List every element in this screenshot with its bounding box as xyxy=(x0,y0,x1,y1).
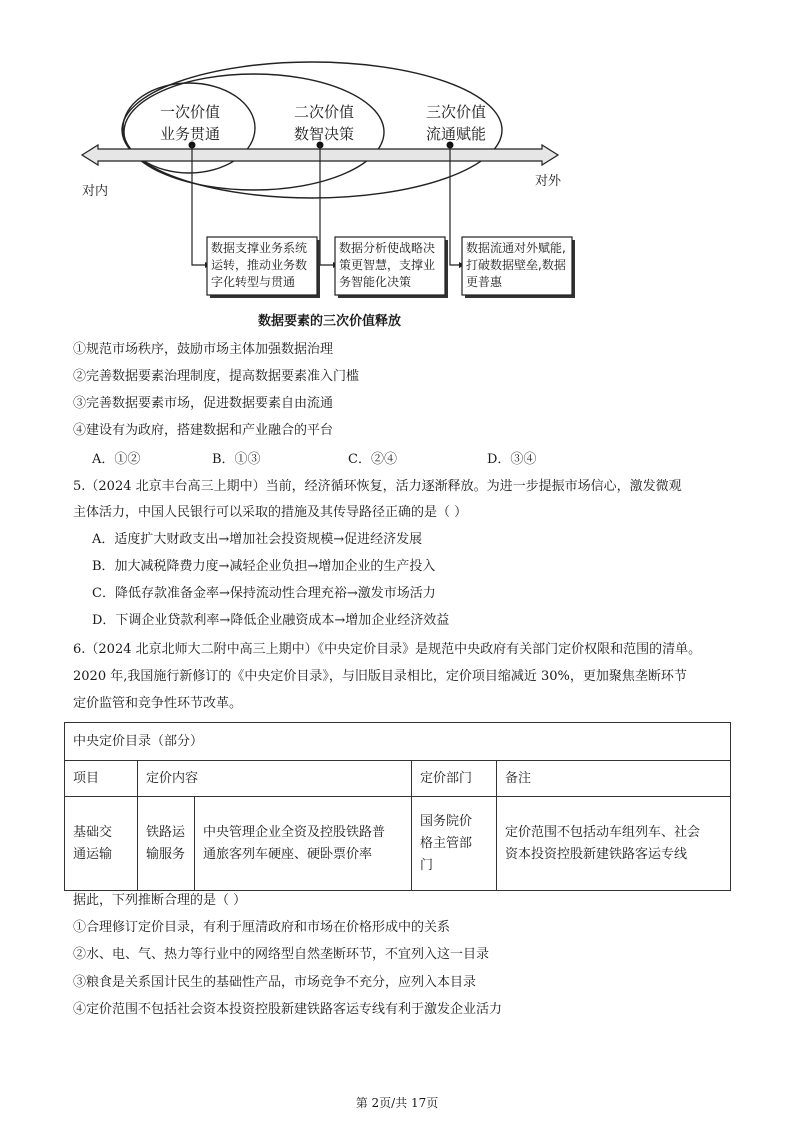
q5-stem: 5.（2024 北京丰台高三上期中）当前，经济循环恢复，活力逐渐释放。为进一步提振市场信心，激发微观 xyxy=(73,479,682,494)
box-first-line: 字化转型与贯通 xyxy=(211,275,296,289)
q4-option-d[interactable]: D．③④ xyxy=(487,452,537,467)
q6-prompt: 据此，下列推断合理的是（ ） xyxy=(73,893,247,908)
q6-stem: 2020 年,我国施行新修订的《中央定价目录》，与旧版目录相比，定价项目缩减近 30%，更加聚焦垄断环节 xyxy=(73,669,687,684)
q6-stem: 定价监管和竞争性环节改革。 xyxy=(73,696,243,711)
q6-stem: 6.（2024 北京北师大二附中高三上期中）《中央定价目录》是规范中央政府有关部门定价权限和范围的清单。 xyxy=(73,642,702,657)
header-note: 备注 xyxy=(497,761,731,797)
q4-statement: ④建设有为政府，搭建数据和产业融合的平台 xyxy=(73,423,334,438)
q5-option-d[interactable]: D．下调企业贷款利率→降低企业融资成本→增加企业经济效益 xyxy=(92,613,450,628)
q4-statement: ③完善数据要素市场，促进数据要素自由流通 xyxy=(73,396,334,411)
q6-statement: ④定价范围不包括社会资本投资控股新建铁路客运专线有利于激发企业活力 xyxy=(73,1002,503,1017)
cell-content: 中央管理企业全资及控股铁路普 通旅客列车硬座、硬卧票价率 xyxy=(195,797,412,891)
connector-third xyxy=(450,145,459,265)
q5-option-c[interactable]: C．降低存款准备金率→保持流动性合理充裕→激发市场活力 xyxy=(92,586,436,601)
q4-option-a[interactable]: A．①② xyxy=(92,452,141,467)
box-first-line: 运转，推动业务数 xyxy=(211,258,308,272)
header-content: 定价内容 xyxy=(138,761,412,797)
page-footer: 第 2页/共 17页 xyxy=(355,1096,439,1110)
q6-statement: ③粮食是关系国计民生的基础性产品，市场竞争不充分，应列入本目录 xyxy=(73,975,477,990)
q5-option-a[interactable]: A．适度扩大财政支出→增加社会投资规模→促进经济发展 xyxy=(92,532,423,547)
header-dept: 定价部门 xyxy=(412,761,497,797)
node-second-line1: 二次价值 xyxy=(293,103,354,121)
node-first-line2: 业务贯通 xyxy=(159,125,220,143)
q5-option-b[interactable]: B．加大减税降费力度→减轻企业负担→增加企业的生产投入 xyxy=(92,559,436,574)
box-second-line: 数据分析使战略决 xyxy=(339,241,436,255)
box-second-line: 务智能化决策 xyxy=(339,275,412,289)
diagram-caption: 数据要素的三次价值释放 xyxy=(258,314,402,329)
box-second-line: 策更智慧，支撑业 xyxy=(339,258,436,272)
q4-option-c[interactable]: C．②④ xyxy=(348,452,397,467)
node-third-line2: 流通赋能 xyxy=(425,125,486,143)
connector-first xyxy=(192,145,205,265)
node-second-line2: 数智决策 xyxy=(293,125,354,143)
header-item: 项目 xyxy=(65,761,138,797)
cell-dept: 国务院价 格主管部 门 xyxy=(412,797,497,891)
q6-statement: ②水、电、气、热力等行业中的网络型自然垄断环节，不宜列入这一目录 xyxy=(73,947,490,962)
q4-option-b[interactable]: B．①③ xyxy=(212,452,261,467)
label-inner: 对内 xyxy=(82,184,109,199)
q4-statement: ②完善数据要素治理制度，提高数据要素准入门槛 xyxy=(73,369,360,384)
box-third-line: 更普惠 xyxy=(466,275,503,289)
box-third-line: 打破数据壁垒,数据 xyxy=(466,258,566,272)
cell-note: 定价范围不包括动车组列车、社会 资本投资控股新建铁路客运专线 xyxy=(497,797,731,891)
connector-second xyxy=(320,145,333,265)
cell-sub: 铁路运 输服务 xyxy=(138,797,195,891)
q6-statement: ①合理修订定价目录，有利于厘清政府和市场在价格形成中的关系 xyxy=(73,920,451,935)
label-outer: 对外 xyxy=(535,174,562,189)
cell-item: 基础交 通运输 xyxy=(65,797,138,891)
node-first-line1: 一次价值 xyxy=(159,103,220,121)
q4-statement: ①规范市场秩序，鼓励市场主体加强数据治理 xyxy=(73,342,334,357)
pricing-catalog-table xyxy=(64,722,731,891)
node-third-line1: 三次价值 xyxy=(425,103,486,121)
box-first-line: 数据支撑业务系统 xyxy=(211,241,308,255)
box-third-line: 数据流通对外赋能, xyxy=(466,241,566,255)
table-title: 中央定价目录（部分） xyxy=(65,723,731,761)
q5-stem: 主体活力，中国人民银行可以采取的措施及其传导路径正确的是（ ） xyxy=(73,505,468,520)
